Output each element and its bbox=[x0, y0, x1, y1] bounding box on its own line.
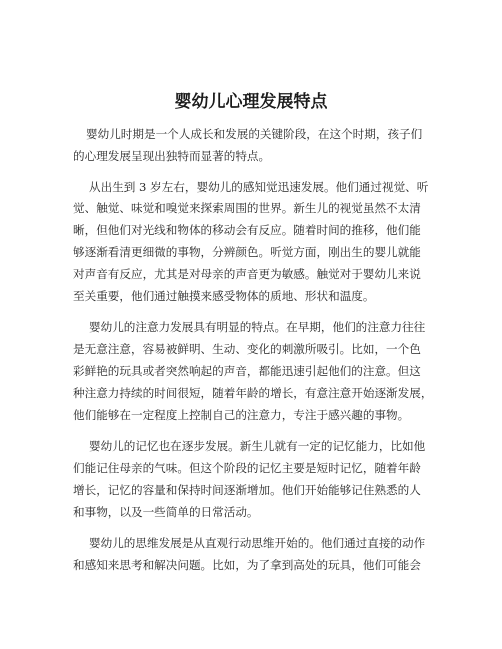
paragraph-line: 们能记住母亲的气味。但这个阶段的记忆主要是短时记忆，随着年龄 bbox=[73, 461, 421, 475]
paragraph-line: 婴幼儿的思维发展是从直观行动思维开始的。他们通过直接的动作 bbox=[89, 536, 426, 550]
paragraph-line: 至关重要，他们通过触摸来感受物体的质地、形状和温度。 bbox=[73, 289, 375, 303]
page-title: 婴幼儿心理发展特点 bbox=[174, 92, 328, 112]
paragraph-line: 觉、触觉、味觉和嗅觉来探索周围的世界。新生儿的视觉虽然不太清 bbox=[73, 201, 421, 215]
paragraph-line: 够逐渐看清更细微的事物，分辨颜色。听觉方面，刚出生的婴儿就能 bbox=[73, 245, 421, 259]
paragraph-line: 和事物，以及一些简单的日常活动。 bbox=[73, 505, 259, 519]
paragraph-line: 彩鲜艳的玩具或者突然响起的声音，都能迅速引起他们的注意。但这 bbox=[73, 364, 421, 378]
paragraph-line: 他们能够在一定程度上控制自己的注意力，专注于感兴趣的事物。 bbox=[73, 408, 410, 422]
paragraph-line: 婴幼儿时期是一个人成长和发展的关键阶段，在这个时期，孩子们 bbox=[86, 127, 423, 141]
paragraph-line: 和感知来思考和解决问题。比如，为了拿到高处的玩具，他们可能会 bbox=[73, 558, 421, 572]
paragraph-line: 种注意力持续的时间很短，随着年龄的增长，有意注意开始逐渐发展， bbox=[73, 386, 433, 400]
paragraph-line: 对声音有反应，尤其是对母亲的声音更为敏感。触觉对于婴幼儿来说 bbox=[73, 267, 421, 281]
paragraph-line: 从出生到 3 岁左右，婴幼儿的感知觉迅速发展。他们通过视觉、听 bbox=[89, 180, 429, 194]
paragraph-line: 的心理发展呈现出独特而显著的特点。 bbox=[73, 149, 271, 163]
paragraph-line: 婴幼儿的记忆也在逐步发展。新生儿就有一定的记忆能力，比如他 bbox=[89, 439, 426, 453]
paragraph-line: 婴幼儿的注意力发展具有明显的特点。在早期，他们的注意力往往 bbox=[89, 320, 426, 334]
paragraph-line: 是无意注意，容易被鲜明、生动、变化的刺激所吸引。比如，一个色 bbox=[73, 342, 421, 356]
paragraph-line: 增长，记忆的容量和保持时间逐渐增加。他们开始能够记住熟悉的人 bbox=[73, 483, 421, 497]
paragraph-line: 晰，但他们对光线和物体的移动会有反应。随着时间的推移，他们能 bbox=[73, 223, 421, 237]
